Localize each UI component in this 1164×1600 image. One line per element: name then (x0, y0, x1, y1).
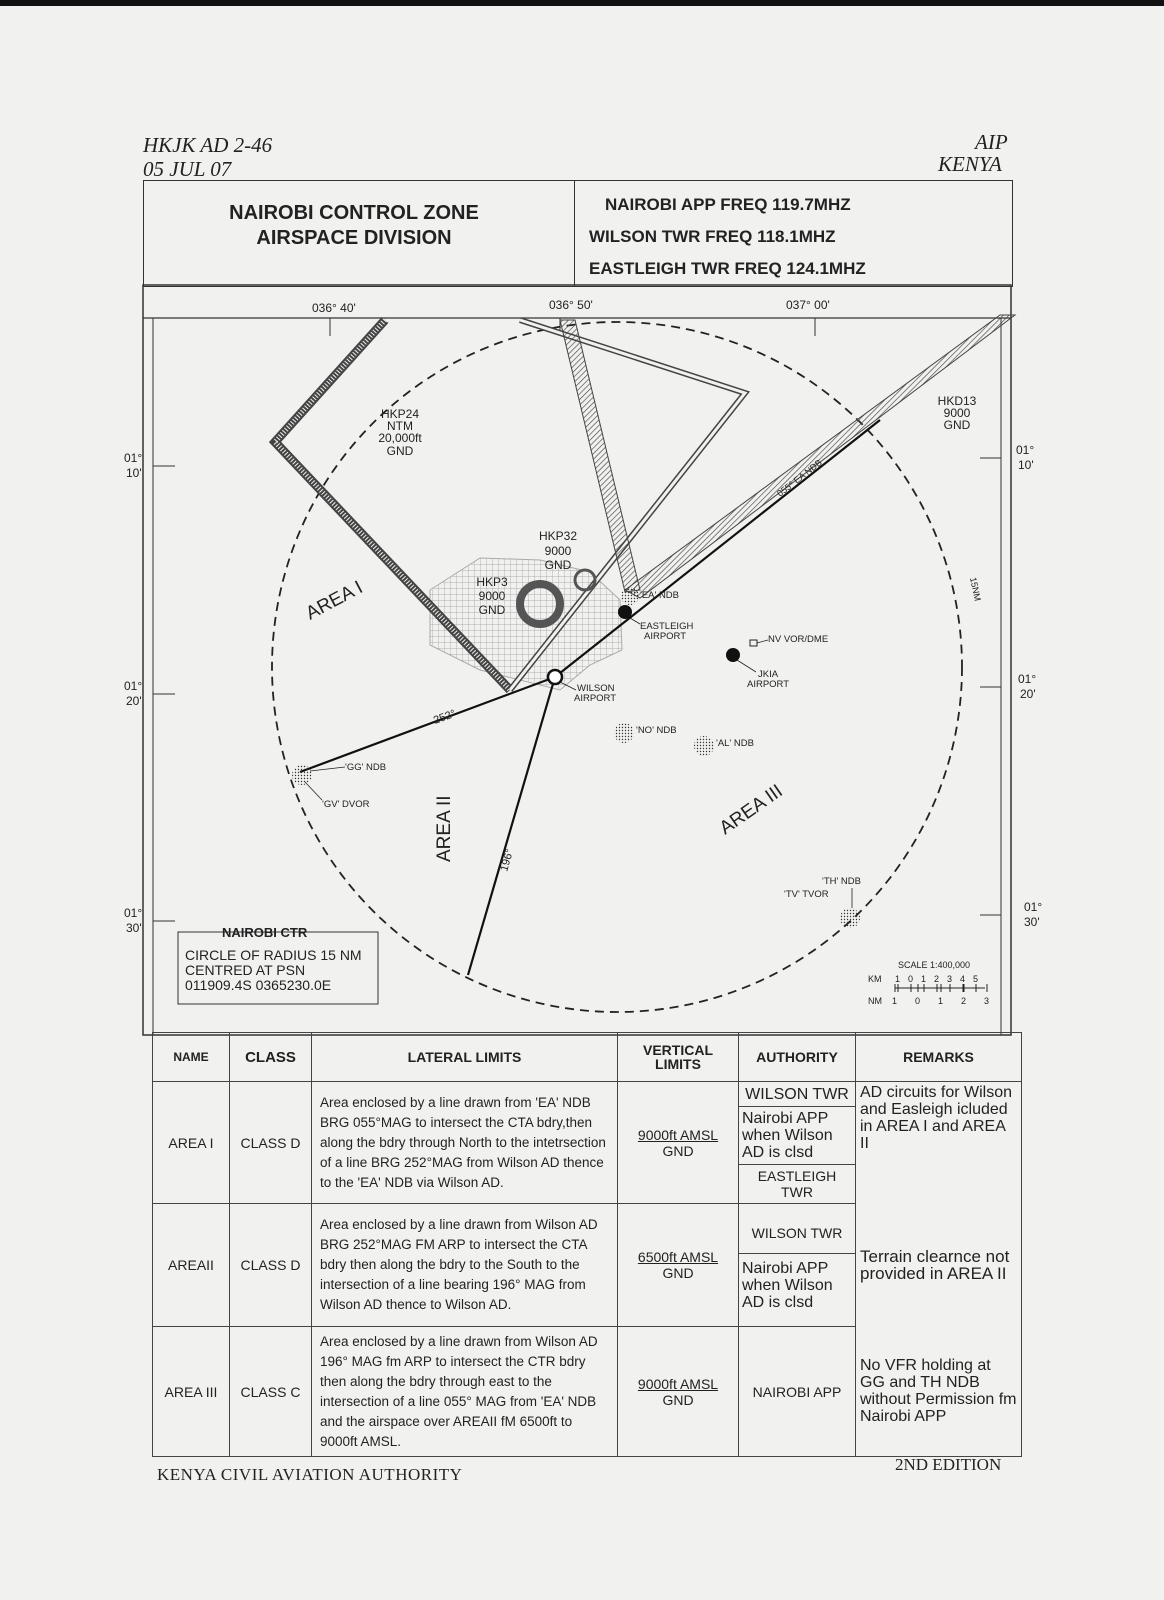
col-remarks: REMARKS (856, 1033, 1022, 1082)
ea-ndb-icon (621, 587, 639, 605)
bearing-252-label: 252° (431, 707, 458, 727)
hkd13-upper: 9000 (943, 406, 971, 420)
lon-label-3: 037° 00' (786, 298, 830, 312)
hkp3-lower: GND (478, 603, 506, 617)
area-2-label: AREA II (434, 795, 455, 862)
authority-1: WILSON TWR (739, 1083, 855, 1107)
gg-ndb-label: 'GG' NDB (345, 762, 387, 773)
ctr-legend-box (178, 925, 378, 1004)
hkp24-upper: 20,000ft (378, 431, 422, 445)
lat-label-3-min: 30' (126, 921, 142, 935)
cell-lower: GND (662, 1265, 694, 1281)
scale-nm-tick-label: 1 (938, 996, 944, 1006)
hkp3-label: HKP3 (476, 575, 508, 589)
radius-label: 15NM (968, 576, 983, 602)
cell-name: AREA I (153, 1082, 230, 1204)
lat-label-3-deg: 01° (124, 906, 143, 920)
jkia-airport-icon (726, 648, 740, 662)
doc-ref: HKJK AD 2-46 (143, 133, 273, 157)
scale-km-label: KM (868, 974, 882, 984)
jkia-label: JKIA (758, 669, 779, 680)
area-1-label: AREA I (302, 577, 367, 625)
wilson-airport-icon (548, 670, 562, 684)
cell-lateral: Area enclosed by a line drawn from 'EA' NDB BRG 055°MAG to intersect the CTA bdry,then along the bdry through North to the intetrsection of a line BRG 252°MAG from Wilson AD thence to the 'EA' NDB via Wilson AD. (312, 1082, 618, 1204)
scale-km-tick-label: 0 (908, 974, 914, 984)
table-row (153, 1204, 1022, 1327)
aip-label: AIP (975, 130, 1008, 154)
hkd13-label: HKD13 (937, 394, 977, 408)
table-header (153, 1033, 1022, 1082)
cell-lower: GND (662, 1142, 694, 1159)
cell-class: CLASS C (230, 1327, 312, 1457)
scale-title: SCALE 1:400,000 (898, 960, 971, 970)
scale-nm-label: NM (868, 996, 882, 1006)
country-label: KENYA (938, 152, 1002, 176)
freq-wilson-twr: WILSON TWR FREQ 118.1MHZ (589, 227, 836, 246)
scale-km-tick-label: 5 (973, 974, 979, 984)
lat-label-1-deg: 01° (124, 451, 143, 465)
hkp24-lower: GND (386, 444, 414, 458)
lat-label-1-min-right: 10' (1018, 458, 1034, 472)
th-ndb-label: 'TH' NDB (822, 876, 861, 887)
ctr-line-3: 011909.4S 0365230.0E (185, 977, 332, 993)
footer-authority: KENYA CIVIL AVIATION AUTHORITY (157, 1465, 463, 1484)
area-3-label: AREA III (715, 780, 787, 840)
freq-eastleigh-twr: EASTLEIGH TWR FREQ 124.1MHZ (589, 259, 866, 278)
gg-ndb-icon (292, 765, 312, 785)
cell-class: CLASS D (230, 1204, 312, 1327)
gv-dvor-label: 'GV' DVOR (322, 799, 370, 810)
no-ndb-icon (614, 723, 634, 743)
table-row (153, 1327, 1022, 1457)
cell-class: CLASS D (230, 1082, 312, 1204)
scale-bar (868, 960, 989, 1006)
ctr-title: NAIROBI CTR (222, 925, 308, 940)
scale-km-tick-label: 1 (895, 974, 901, 984)
bearing-252-line (300, 677, 555, 772)
cell-name: AREA III (153, 1327, 230, 1457)
authority-2: Nairobi APP when Wilson AD is clsd (742, 1260, 833, 1311)
no-ndb-label: 'NO' NDB (636, 725, 677, 736)
scale-nm-tick-label: 1 (892, 996, 898, 1006)
wilson-label: WILSON (577, 683, 615, 694)
lat-label-2-min-right: 20' (1020, 687, 1036, 701)
nv-vor-dme-label: NV VOR/DME (768, 634, 829, 645)
al-ndb-icon (694, 736, 714, 756)
table-row (153, 1082, 1022, 1204)
bearing-196-line (468, 677, 555, 975)
col-vertical: VERTICAL LIMITS (618, 1033, 739, 1082)
lon-label-1: 036° 40' (312, 301, 356, 315)
bearing-055-label: 055° EA NDB (775, 457, 824, 499)
hkp32-lower: GND (544, 558, 572, 572)
lat-label-3-deg-right: 01° (1024, 900, 1043, 914)
title-line-2: AIRSPACE DIVISION (256, 227, 452, 249)
hkd13-corridor (625, 315, 1015, 598)
cell-remarks: Terrain clearnce not provided in AREA II (856, 1204, 1022, 1327)
authority-3: EASTLEIGH TWR (757, 1167, 837, 1200)
wilson-label-2: AIRPORT (574, 693, 617, 704)
hkd13-lower: GND (943, 418, 971, 432)
lat-label-1-min: 10' (126, 466, 142, 480)
scale-km-tick-label: 1 (921, 974, 927, 984)
airspace-table (152, 1032, 1022, 1457)
cell-lower: GND (662, 1391, 694, 1408)
eastleigh-label-2: AIRPORT (644, 631, 687, 642)
corridor-hatch (560, 320, 640, 592)
ctr-line-2: CENTRED AT PSN (185, 962, 306, 978)
col-lateral: LATERAL LIMITS (312, 1033, 618, 1082)
ctr-line-1: CIRCLE OF RADIUS 15 NM (185, 947, 362, 963)
lat-label-2-deg: 01° (124, 679, 143, 693)
lon-label-2: 036° 50' (549, 298, 593, 312)
lat-label-3-min-right: 30' (1024, 915, 1040, 929)
hkp3-upper: 9000 (478, 589, 506, 603)
eastleigh-label: EASTLEIGH (640, 621, 694, 632)
jkia-label-2: AIRPORT (747, 679, 790, 690)
hkp24-label: HKP24 (380, 407, 420, 421)
freq-nairobi-app: NAIROBI APP FREQ 119.7MHZ (605, 195, 851, 214)
cell-lateral: Area enclosed by a line drawn from Wilson AD BRG 252°MAG FM ARP to intersect the CTA bdry then along the bdry to the South to the intersection of a line bearing 196° MAG from Wilson AD thence to Wilson AD. (312, 1204, 618, 1327)
al-ndb-label: 'AL' NDB (716, 738, 754, 749)
hkp32-label: HKP32 (538, 529, 578, 543)
eastleigh-airport-icon (618, 605, 632, 619)
scale-km-tick-label: 4 (960, 974, 966, 984)
cell-upper: 9000ft AMSL (637, 1126, 719, 1143)
scale-km-tick-label: 3 (947, 974, 953, 984)
bearing-196-label: 196° (498, 847, 517, 873)
lat-label-1-deg-right: 01° (1016, 443, 1035, 457)
authority-2: Nairobi APP when Wilson AD is clsd (739, 1107, 855, 1165)
nv-vor-dme-icon (750, 640, 757, 646)
cell-remarks: AD circuits for Wilson and Easleigh icluded in AREA I and AREA II (856, 1082, 1022, 1204)
col-name: NAME (153, 1033, 230, 1082)
cell-lateral: Area enclosed by a line drawn from Wilson AD 196° MAG fm ARP to intersect the CTR bdry then along the bdry through east to the intersection of a line 055° MAG from 'EA' NDB and the airspace over AREAII fM 6500ft to 9000ft AMSL. (312, 1327, 618, 1457)
scale-nm-tick-label: 3 (984, 996, 990, 1006)
scale-nm-tick-label: 2 (961, 996, 967, 1006)
hkp24-type: NTM (387, 419, 413, 433)
doc-date: 05 JUL 07 (143, 157, 232, 181)
ea-ndb-label: 'EA' NDB (640, 590, 679, 601)
col-class: CLASS (230, 1033, 312, 1082)
cell-name: AREAII (153, 1204, 230, 1327)
authority-1: NAIROBI APP (739, 1327, 856, 1457)
cell-upper: 6500ft AMSL (637, 1249, 719, 1265)
lat-label-2-deg-right: 01° (1018, 672, 1037, 686)
th-ndb-icon (840, 908, 860, 928)
hkp32-upper: 9000 (544, 544, 572, 558)
cell-remarks: No VFR holding at GG and TH NDB without Permission fm Nairobi APP (856, 1327, 1022, 1457)
col-authority: AUTHORITY (739, 1033, 856, 1082)
title-line-1: NAIROBI CONTROL ZONE (229, 202, 479, 224)
lat-label-2-min: 20' (126, 694, 142, 708)
cell-upper: 9000ft AMSL (637, 1375, 719, 1392)
tv-tvor-label: 'TV' TVOR (784, 889, 829, 900)
scale-km-tick-label: 2 (934, 974, 940, 984)
scale-nm-tick-label: 0 (915, 996, 921, 1006)
footer-edition: 2ND EDITION (895, 1455, 1002, 1474)
authority-1: WILSON TWR (739, 1213, 855, 1254)
